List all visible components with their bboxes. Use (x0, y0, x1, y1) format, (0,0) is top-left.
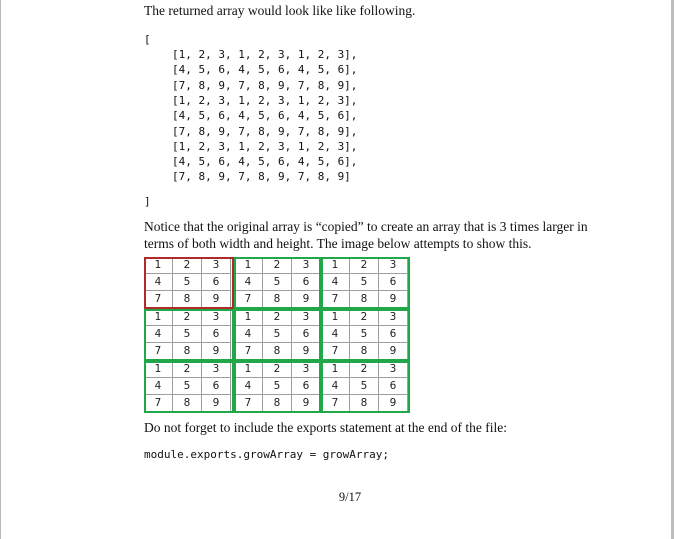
copied-block-outline (321, 309, 410, 361)
grid-cell: 9 (292, 343, 321, 360)
grown-array-figure (144, 257, 410, 410)
notice-text-line-2: terms of both width and height. The image below attempts to show this. (144, 236, 532, 251)
grid-cell: 6 (202, 378, 231, 395)
intro-text: The returned array would look like like following. (144, 3, 416, 18)
grid-cell: 2 (173, 361, 202, 378)
grid-cell: 1 (234, 309, 263, 326)
grid-cell: 2 (173, 309, 202, 326)
grid-cell: 3 (379, 309, 408, 326)
grid-cell: 4 (234, 326, 263, 343)
page-number: 9/17 (338, 490, 362, 504)
array-row-line: [4, 5, 6, 4, 5, 6, 4, 5, 6], (172, 155, 358, 169)
array-row-line: [4, 5, 6, 4, 5, 6, 4, 5, 6], (172, 63, 358, 77)
copied-block-outline (321, 361, 410, 413)
grid-cell: 8 (173, 395, 202, 412)
grid-cell: 1 (234, 257, 263, 274)
grid-cell: 2 (263, 257, 292, 274)
grid-cell: 6 (379, 274, 408, 291)
grid-cell: 4 (144, 378, 173, 395)
grid-cell: 6 (379, 378, 408, 395)
copied-block-outline (144, 361, 234, 413)
grid-cell: 8 (350, 395, 379, 412)
grid-cell: 6 (202, 326, 231, 343)
grid-cell: 9 (202, 291, 231, 308)
grid-cell: 8 (350, 343, 379, 360)
grid-cell: 7 (234, 291, 263, 308)
copied-block-outline (321, 257, 410, 309)
grid-cell: 8 (173, 291, 202, 308)
grid-cell: 8 (263, 395, 292, 412)
grid-cell: 6 (292, 274, 321, 291)
grid-cell: 9 (379, 291, 408, 308)
grid-cell: 9 (379, 395, 408, 412)
grid-cell: 5 (350, 378, 379, 395)
copied-block-outline (234, 257, 321, 309)
grid-cell: 7 (144, 343, 173, 360)
exports-note-text: Do not forget to include the exports statement at the end of the file: (144, 420, 508, 435)
grid-cell: 5 (173, 326, 202, 343)
grid-cell: 4 (321, 274, 350, 291)
array-row-line: [1, 2, 3, 1, 2, 3, 1, 2, 3], (172, 93, 358, 107)
grid-cell: 5 (350, 274, 379, 291)
grid-cell: 7 (234, 395, 263, 412)
grid-cell: 6 (292, 378, 321, 395)
grid-cell: 5 (173, 274, 202, 291)
exports-code-line: module.exports.growArray = growArray; (144, 448, 390, 461)
grid-cell: 7 (321, 395, 350, 412)
grid-cell: 3 (379, 361, 408, 378)
grid-cell: 1 (321, 257, 350, 274)
grid-cell: 5 (263, 378, 292, 395)
array-row-line: [1, 2, 3, 1, 2, 3, 1, 2, 3], (172, 139, 358, 153)
grid-cell: 8 (263, 343, 292, 360)
grid-cell: 7 (144, 291, 173, 308)
grid-cell: 2 (263, 361, 292, 378)
grid-cell: 9 (292, 395, 321, 412)
array-row-line: [1, 2, 3, 1, 2, 3, 1, 2, 3], (172, 48, 358, 61)
grid-cell: 7 (144, 395, 173, 412)
grid-cell: 5 (263, 326, 292, 343)
grid-cell: 3 (202, 361, 231, 378)
grid-cell: 7 (234, 343, 263, 360)
grid-cell: 1 (321, 361, 350, 378)
notice-text-line-1: Notice that the original array is “copied” to create an array that is 3 times larger in (144, 219, 588, 234)
grid-cell: 1 (321, 309, 350, 326)
grid-cell: 9 (202, 343, 231, 360)
grid-cell: 9 (202, 395, 231, 412)
grid-cell: 8 (173, 343, 202, 360)
grid-cell: 6 (292, 326, 321, 343)
page-left-edge (0, 0, 1, 539)
grid-cell: 4 (234, 378, 263, 395)
grid-cell: 2 (350, 309, 379, 326)
grid-cell: 5 (350, 326, 379, 343)
copied-block-outline (234, 309, 321, 361)
copied-block-outline (234, 361, 321, 413)
grid-cell: 4 (321, 326, 350, 343)
copied-block-outline (144, 309, 234, 361)
grid-cell: 5 (263, 274, 292, 291)
grid-cell: 4 (144, 326, 173, 343)
grid-cell: 2 (263, 309, 292, 326)
grid-cell: 7 (321, 291, 350, 308)
array-row-line: [7, 8, 9, 7, 8, 9, 7, 8, 9], (172, 78, 358, 92)
grid-cell: 7 (321, 343, 350, 360)
array-row-line: [7, 8, 9, 7, 8, 9, 7, 8, 9] (172, 170, 351, 184)
grid-cell: 4 (321, 378, 350, 395)
grid-cell: 6 (202, 274, 231, 291)
grid-cell: 1 (144, 257, 173, 274)
grid-cell: 1 (144, 309, 173, 326)
grid-cell: 2 (173, 257, 202, 274)
array-row-line: [4, 5, 6, 4, 5, 6, 4, 5, 6], (172, 109, 358, 123)
grid-cell: 8 (350, 291, 379, 308)
array-row-line: [7, 8, 9, 7, 8, 9, 7, 8, 9], (172, 124, 358, 138)
grid-cell: 3 (292, 361, 321, 378)
grid-cell: 3 (379, 257, 408, 274)
grid-cell: 1 (234, 361, 263, 378)
grid-cell: 3 (202, 309, 231, 326)
grid-cell: 6 (379, 326, 408, 343)
grid-cell: 3 (202, 257, 231, 274)
grid-cell: 5 (173, 378, 202, 395)
grid-cell: 2 (350, 361, 379, 378)
grid-cell: 4 (234, 274, 263, 291)
grid-cell: 2 (350, 257, 379, 274)
original-block-outline (144, 257, 234, 309)
grid-cell: 8 (263, 291, 292, 308)
grid-cell: 1 (144, 361, 173, 378)
open-bracket: [ (144, 33, 151, 46)
grid-cell: 3 (292, 257, 321, 274)
grid-cell: 9 (379, 343, 408, 360)
grid-cell: 4 (144, 274, 173, 291)
grid-cell: 9 (292, 291, 321, 308)
grid-cell: 3 (292, 309, 321, 326)
close-bracket: ] (144, 195, 151, 208)
